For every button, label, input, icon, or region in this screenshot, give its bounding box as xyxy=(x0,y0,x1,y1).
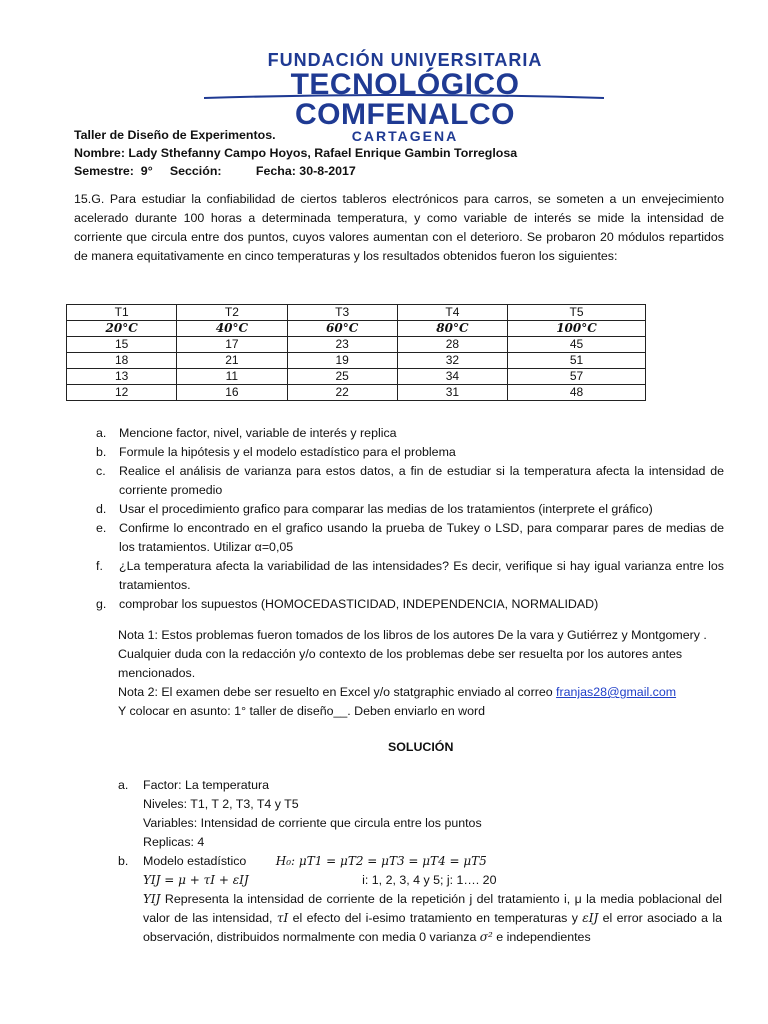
list-item xyxy=(96,424,724,443)
note-2 xyxy=(118,683,718,702)
y-symbol: YIJ xyxy=(143,892,161,906)
table-cell: 11 xyxy=(177,369,287,385)
table-cell: 48 xyxy=(508,385,646,401)
desc-part-2: el efecto del i-esimo tratamiento en temperaturas y xyxy=(288,911,583,925)
table-cell: 25 xyxy=(287,369,397,385)
model-equation: YIJ = μ + τI + εIJ xyxy=(143,873,249,887)
email-link[interactable]: franjas28@gmail.com xyxy=(556,685,677,699)
table-row xyxy=(67,385,646,401)
table-cell: 34 xyxy=(397,369,507,385)
answer-a xyxy=(118,776,722,852)
logo-swoosh-icon xyxy=(204,92,604,102)
list-marker: d. xyxy=(96,502,107,516)
list-text: Realice el análisis de varianza para estos datos, a fin de estudiar si la temperatura afecta la intensidad de corriente promedio xyxy=(119,464,724,497)
list-item xyxy=(96,500,724,519)
list-item xyxy=(96,519,724,557)
solution-heading: SOLUCIÓN xyxy=(388,740,454,754)
table-cell: 31 xyxy=(397,385,507,401)
null-hypothesis: H₀: μT1 = μT2 = μT3 = μT4 = μT5 xyxy=(275,854,487,868)
desc-part-3: el error asociado a la observación, distribuidos normalmente con media 0 varianza xyxy=(143,911,723,944)
epsilon-symbol: εIJ xyxy=(582,911,599,925)
table-header-row xyxy=(67,305,646,321)
table-cell: 21 xyxy=(177,353,287,369)
temp-cell: 20°C xyxy=(67,321,177,337)
answer-marker: a. xyxy=(118,778,129,792)
table-cell: 23 xyxy=(287,337,397,353)
table-cell: 16 xyxy=(177,385,287,401)
list-item xyxy=(96,595,724,614)
logo-line-1: FUNDACIÓN UNIVERSITARIA xyxy=(267,50,543,70)
list-item xyxy=(96,462,724,500)
list-text: Mencione factor, nivel, variable de interés y replica xyxy=(119,426,397,440)
table-cell: 51 xyxy=(508,353,646,369)
table-cell: 57 xyxy=(508,369,646,385)
notes-section xyxy=(118,626,718,721)
temp-cell: 60°C xyxy=(287,321,397,337)
table-row xyxy=(67,369,646,385)
table-cell: 13 xyxy=(67,369,177,385)
table-cell: 19 xyxy=(287,353,397,369)
list-marker: c. xyxy=(96,464,106,478)
sigma-symbol: σ² xyxy=(479,930,493,944)
niveles-line: Niveles: T1, T 2, T3, T4 y T5 xyxy=(143,797,299,811)
list-text: Usar el procedimiento grafico para comparar las medias de los tratamientos (interprete el gráfico) xyxy=(119,502,653,516)
question-list xyxy=(96,424,724,614)
table-cell: 18 xyxy=(67,353,177,369)
document-header xyxy=(74,126,694,180)
table-cell: 15 xyxy=(67,337,177,353)
model-label: Modelo estadístico xyxy=(143,854,247,868)
logo-line-2: TECNOLÓGICO COMFENALCO xyxy=(290,68,520,131)
table-temp-row xyxy=(67,321,646,337)
list-marker: f. xyxy=(96,559,103,573)
table-cell: 22 xyxy=(287,385,397,401)
table-cell: 32 xyxy=(397,353,507,369)
variables-line: Variables: Intensidad de corriente que circula entre los puntos xyxy=(143,816,482,830)
solution-section xyxy=(118,776,722,947)
list-marker: e. xyxy=(96,521,107,535)
factor-line: Factor: La temperatura xyxy=(143,778,270,792)
index-range: i: 1, 2, 3, 4 y 5; j: 1…. 20 xyxy=(362,873,497,887)
list-marker: b. xyxy=(96,445,107,459)
semester-line: Semestre: 9° Sección: Fecha: 30-8-2017 xyxy=(74,164,356,178)
temp-cell: 80°C xyxy=(397,321,507,337)
header-cell: T3 xyxy=(287,305,397,321)
problem-statement: 15.G. Para estudiar la confiabilidad de ciertos tableros electrónicos para carros, se someten a un envejecimiento acelerado durante 100 horas a determinada temperatura, y como variable de interés se mide la intensidad de corriente que circula entre dos puntos, cuyos valores aumentan con el deterioro. Se probaron 20 módulos repartidos de manera equitativamente en cinco temperaturas y los resultados obtenidos fueron los siguientes: xyxy=(74,192,724,263)
answer-marker: b. xyxy=(118,854,129,868)
list-marker: a. xyxy=(96,426,107,440)
list-text: ¿La temperatura afecta la variabilidad de las intensidades? Es decir, verifique si hay igual varianza entre los tratamientos. xyxy=(119,559,724,592)
header-cell: T5 xyxy=(508,305,646,321)
list-text: Formule la hipótesis y el modelo estadístico para el problema xyxy=(119,445,456,459)
note-1: Nota 1: Estos problemas fueron tomados de los libros de los autores De la vara y Gutiérrez y Montgomery . Cualquier duda con la redacción y/o contexto de los problemas debe ser resuelta por los autores antes mencionados. xyxy=(118,628,707,680)
model-equation-line xyxy=(143,871,722,890)
header-cell: T1 xyxy=(67,305,177,321)
model-line xyxy=(143,852,722,871)
student-names: Nombre: Lady Sthefanny Campo Hoyos, Rafael Enrique Gambin Torreglosa xyxy=(74,146,518,160)
note-2-text: Nota 2: El examen debe ser resuelto en Excel y/o statgraphic enviado al correo xyxy=(118,685,557,699)
list-item xyxy=(96,443,724,462)
table-cell: 12 xyxy=(67,385,177,401)
temp-cell: 40°C xyxy=(177,321,287,337)
list-item xyxy=(96,557,724,595)
model-description xyxy=(118,890,722,947)
doc-title: Taller de Diseño de Experimentos. xyxy=(74,128,276,142)
header-cell: T4 xyxy=(397,305,507,321)
list-marker: g. xyxy=(96,597,107,611)
list-text: comprobar los supuestos (HOMOCEDASTICIDAD, INDEPENDENCIA, NORMALIDAD) xyxy=(119,597,599,611)
note-2-line-2: Y colocar en asunto: 1° taller de diseño__. Deben enviarlo en word xyxy=(118,704,486,718)
table-row xyxy=(67,353,646,369)
list-text: Confirme lo encontrado en el grafico usando la prueba de Tukey o LSD, para comparar pares de medias de los tratamientos. Utilizar α=0,05 xyxy=(119,521,724,554)
table-cell: 45 xyxy=(508,337,646,353)
desc-part-1: Representa la intensidad de corriente de la repetición j del tratamiento i, μ la media poblacional del valor de las intensidad, xyxy=(143,892,722,925)
table-cell: 17 xyxy=(177,337,287,353)
table-cell: 28 xyxy=(397,337,507,353)
desc-part-4: e independientes xyxy=(492,930,591,944)
logo-line-3: CARTAGENA xyxy=(351,128,459,144)
answer-b xyxy=(118,852,722,947)
table-row xyxy=(67,337,646,353)
data-table xyxy=(66,304,646,401)
header-cell: T2 xyxy=(177,305,287,321)
tau-symbol: τI xyxy=(276,911,289,925)
replicas-line: Replicas: 4 xyxy=(143,835,205,849)
temp-cell: 100°C xyxy=(508,321,646,337)
